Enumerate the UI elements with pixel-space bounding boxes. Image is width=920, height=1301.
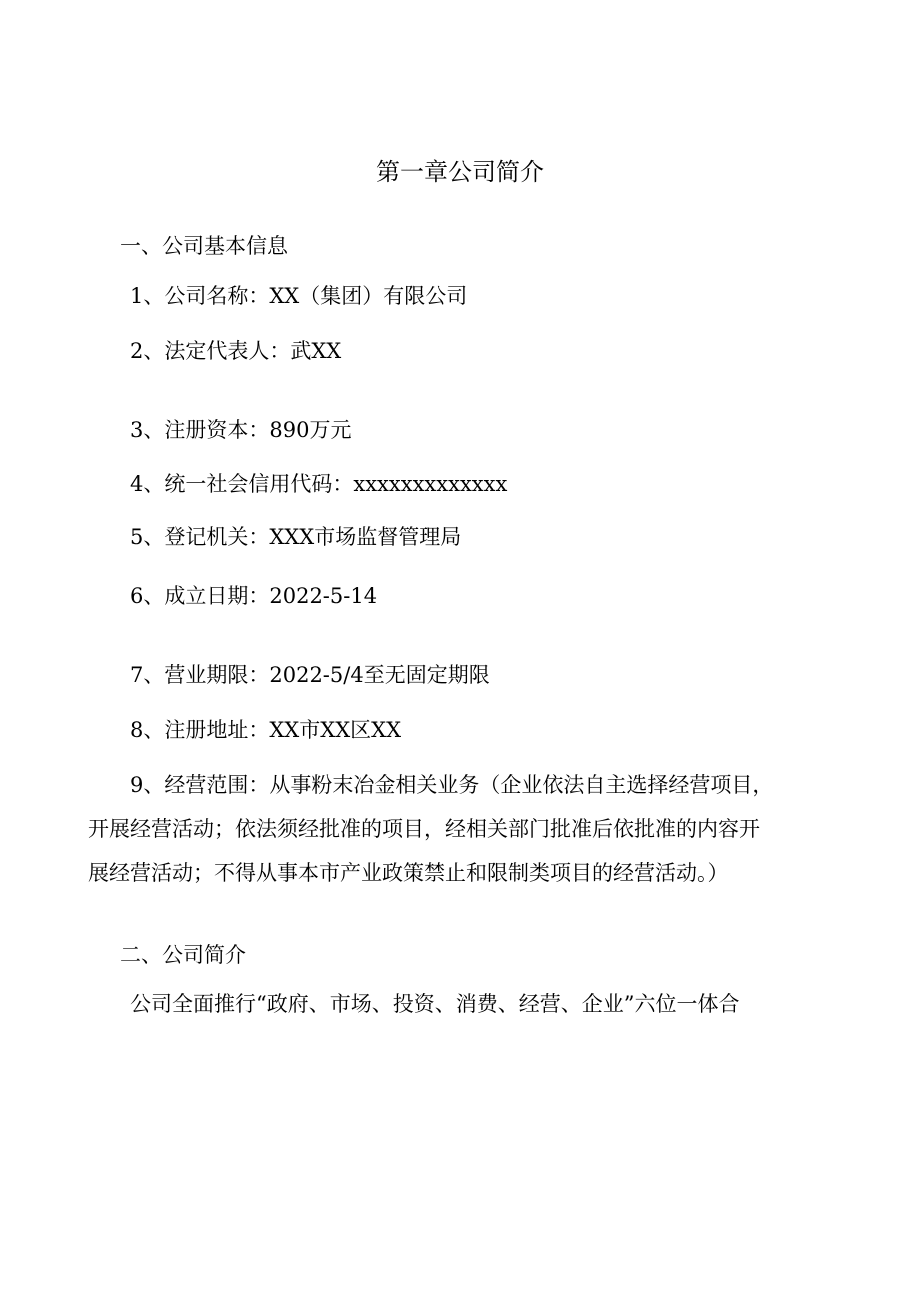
list-item-business-scope [88, 763, 848, 895]
section-heading-basic-info: 一、公司基本信息 [120, 234, 288, 258]
business-scope-line-3: 展经营活动；不得从事本市产业政策禁止和限制类项目的经营活动。） [88, 861, 729, 885]
company-profile-paragraph: 公司全面推行“政府、市场、投资、消费、经营、企业”六位一体合 [130, 992, 740, 1016]
business-scope-line-2: 开展经营活动；依法须经批准的项目，经相关部门批准后依批准的内容开 [88, 817, 760, 841]
list-item-company-name: 1、公司名称：XX（集团）有限公司 [130, 284, 468, 308]
list-item-legal-representative: 2、法定代表人：武XX [130, 339, 342, 363]
business-scope-line-1: 9、经营范围：从事粉末冶金相关业务（企业依法自主选择经营项目， [130, 773, 774, 797]
list-item-business-term: 7、营业期限：2022-5/4至无固定期限 [130, 663, 490, 687]
section-heading-company-profile: 二、公司简介 [120, 943, 246, 967]
list-item-registered-capital: 3、注册资本：890万元 [130, 418, 352, 442]
list-item-credit-code: 4、统一社会信用代码：xxxxxxxxxxxxx [130, 472, 508, 496]
list-item-registered-address: 8、注册地址：XX市XX区XX [130, 718, 402, 742]
chapter-title: 第一章公司简介 [376, 158, 544, 186]
list-item-establishment-date: 6、成立日期：2022-5-14 [130, 584, 378, 608]
list-item-registration-authority: 5、登记机关：XXX市场监督管理局 [130, 525, 462, 549]
